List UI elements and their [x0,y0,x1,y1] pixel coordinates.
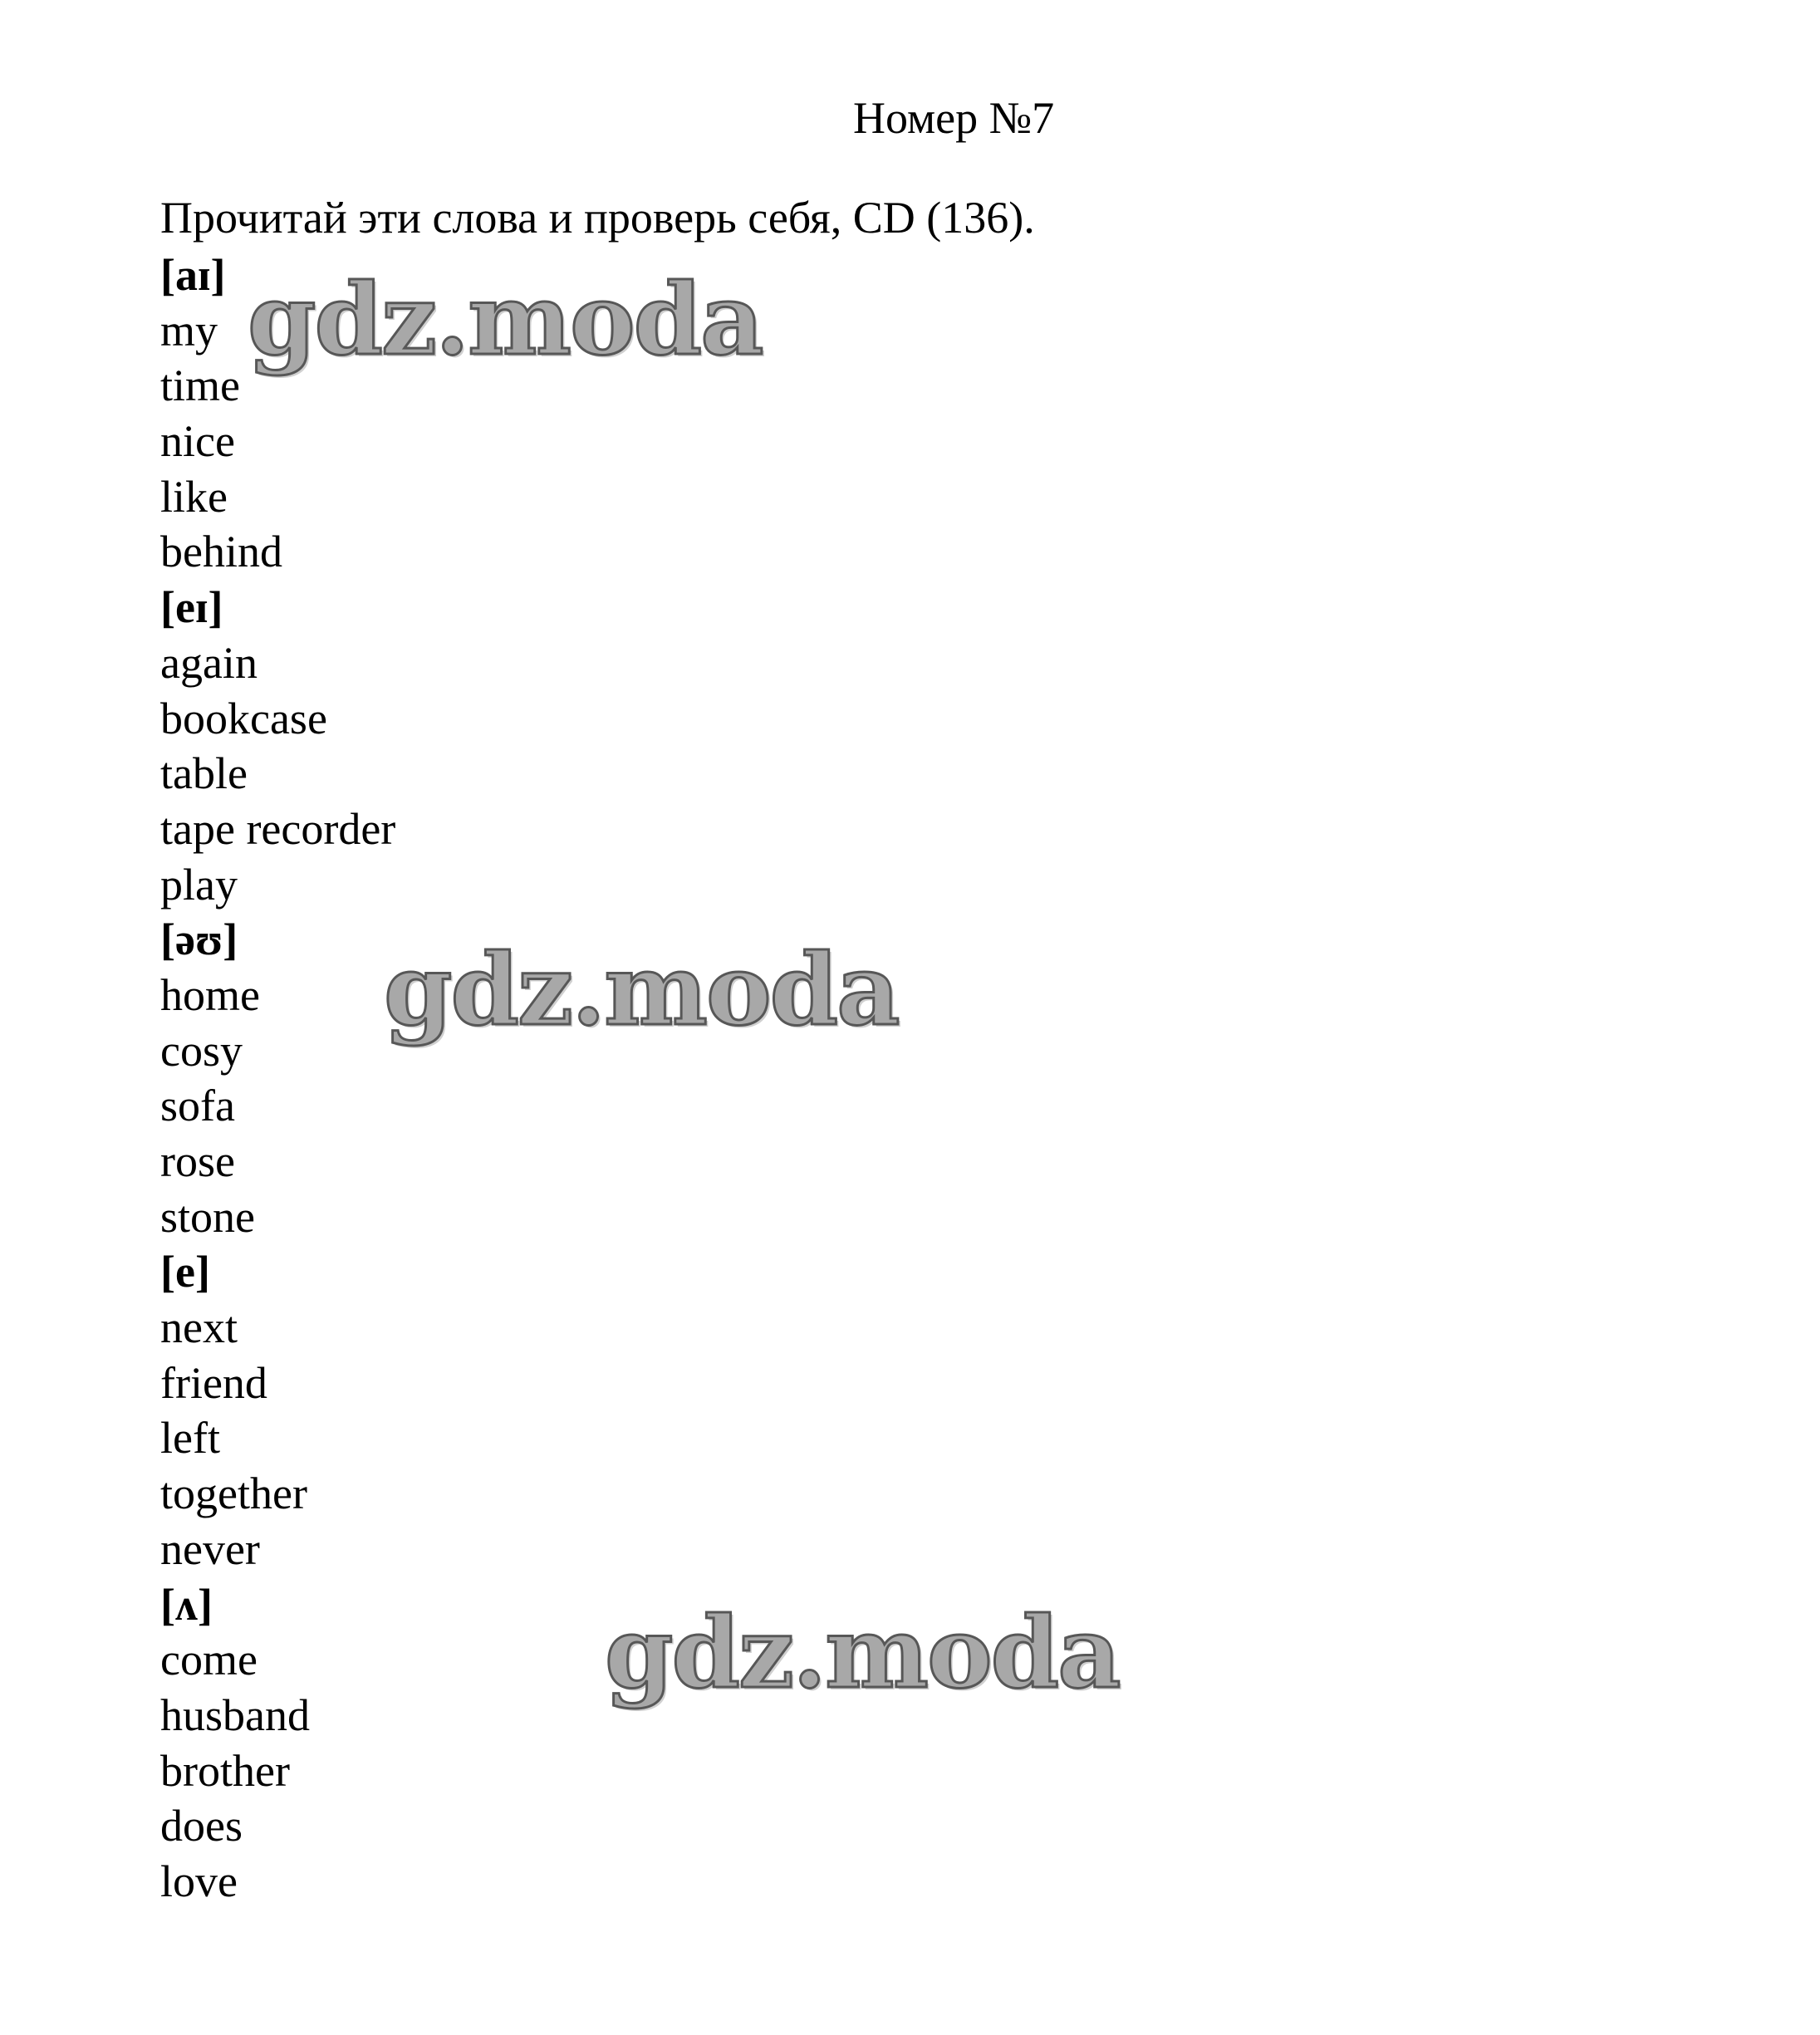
word-list [160,248,395,1910]
sound-heading: [e] [160,1247,210,1297]
word-item: tape recorder [160,803,396,854]
word-item: play [160,859,238,910]
word-item: my [160,305,218,356]
watermark: gdz.moda [384,932,899,1047]
word-item: next [160,1302,238,1353]
word-item: together [160,1469,307,1519]
word-item: love [160,1856,238,1906]
instruction-text: Прочитай эти слова и проверь себя, CD (136). [160,193,1035,243]
word-item: bookcase [160,693,327,743]
word-item: does [160,1801,243,1851]
sound-heading: [eɪ] [160,582,223,633]
word-item: table [160,748,248,799]
sound-heading: [aɪ] [160,250,226,300]
word-item: nice [160,416,235,467]
word-item: stone [160,1191,255,1242]
page-title: Номер №7 [853,93,1055,143]
word-item: behind [160,527,282,577]
word-item: left [160,1413,220,1464]
word-item: friend [160,1357,267,1408]
sound-heading: [əʊ] [160,915,238,965]
word-item: sofa [160,1081,235,1131]
word-item: time [160,360,240,411]
word-item: rose [160,1136,235,1186]
word-item: again [160,637,258,688]
word-item: like [160,471,228,522]
word-item: brother [160,1745,290,1796]
word-item: never [160,1523,260,1574]
watermark: gdz.moda [248,262,763,377]
word-item: husband [160,1689,310,1740]
watermark: gdz.moda [605,1595,1120,1710]
word-item: cosy [160,1025,243,1076]
word-item: home [160,969,260,1020]
sound-heading: [ʌ] [160,1579,213,1630]
word-item: come [160,1635,258,1685]
